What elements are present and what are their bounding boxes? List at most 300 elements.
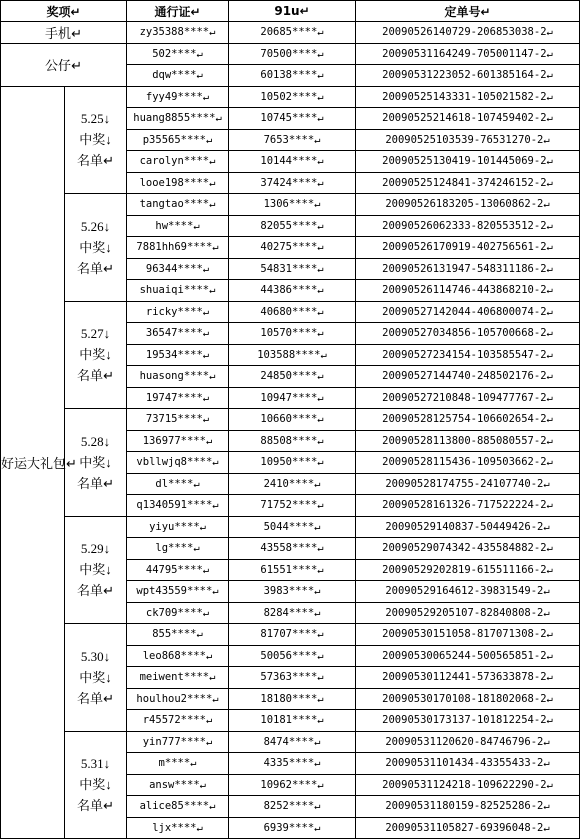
pass-cell: [127, 817, 229, 839]
pass-cell-text: p35565****: [142, 133, 206, 146]
paragraph-mark: ↵: [205, 649, 213, 662]
table-row: [1, 409, 580, 431]
paragraph-mark: ↵: [546, 692, 553, 705]
paragraph-mark: ↵: [314, 585, 321, 598]
paragraph-mark: ↵: [205, 133, 213, 146]
order-cell-text: 20090525130419-101445069-2: [382, 155, 547, 168]
pass-cell-text: answ****: [149, 778, 200, 791]
id91-cell: [229, 387, 356, 409]
paragraph-mark: ↵: [546, 69, 553, 82]
day-label-text: 5.31: [80, 756, 104, 772]
id91-cell-text: 54831****: [260, 262, 318, 275]
day-label-text: 5.26: [80, 218, 104, 234]
line-break-mark: ↵: [103, 475, 114, 491]
paragraph-mark: ↵: [546, 90, 553, 103]
id91-cell-text: 40275****: [260, 241, 318, 254]
line-break-mark: ↵: [103, 368, 114, 384]
paragraph-mark: ↵: [193, 542, 200, 555]
paragraph-mark: ↵: [543, 133, 550, 146]
order-cell: [356, 817, 580, 839]
day-label-line: [65, 108, 126, 129]
pass-cell: [127, 366, 229, 388]
order-cell-text: 20090531101434-43355433-2: [385, 757, 544, 770]
order-cell: [356, 172, 580, 194]
day-label-text: 名单: [77, 475, 104, 491]
id91-cell-text: 10745****: [260, 112, 318, 125]
paragraph-mark: ↵: [317, 628, 324, 641]
paragraph-mark: ↵: [317, 47, 324, 60]
day-label-line: [65, 150, 126, 171]
line-break-mark: ↓: [105, 347, 112, 363]
day-label-text: 中奖: [79, 669, 106, 685]
paragraph-mark: ↵: [212, 499, 219, 512]
paragraph-mark: ↵: [314, 520, 321, 533]
paragraph-mark: ↵: [317, 305, 324, 318]
day-label-line: [65, 237, 126, 258]
order-cell-text: 20090531120620-84746796-2: [385, 735, 544, 748]
day-label: [65, 86, 127, 194]
day-label-line: [65, 323, 126, 344]
pass-cell-text: huang8855****: [133, 112, 216, 125]
paragraph-mark: ↵: [196, 69, 203, 82]
table-row: [1, 86, 580, 108]
order-cell-text: 20090525214618-107459402-2: [382, 112, 547, 125]
day-label-line: [65, 365, 126, 386]
paragraph-mark: ↵: [543, 585, 550, 598]
pass-cell-text: m****: [158, 757, 191, 770]
id91-cell-text: 70500****: [260, 47, 318, 60]
id91-cell: [229, 624, 356, 646]
paragraph-mark: ↵: [317, 563, 324, 576]
award-label: [1, 43, 127, 86]
pass-cell: [127, 258, 229, 280]
pass-cell: [127, 194, 229, 216]
paragraph-mark: ↵: [215, 112, 222, 125]
order-cell-text: 20090531105827-69396048-2: [385, 821, 544, 834]
order-cell-text: 20090529164612-39831549-2: [385, 585, 544, 598]
order-cell: [356, 366, 580, 388]
order-cell-text: 20090526140729-206853038-2: [382, 26, 547, 39]
paragraph-mark: ↵: [317, 692, 324, 705]
day-label-text: 中奖: [79, 239, 106, 255]
paragraph-mark: ↵: [205, 735, 213, 748]
day-label-line: [65, 646, 126, 667]
order-cell-text: 20090530173137-101812254-2: [382, 714, 547, 727]
paragraph-mark: ↵: [212, 692, 219, 705]
pass-cell-text: meiwent****: [139, 671, 210, 684]
order-cell-text: 20090527210848-109477767-2: [382, 391, 547, 404]
pass-cell: [127, 602, 229, 624]
paragraph-mark: ↵: [546, 155, 553, 168]
paragraph-mark: ↵: [543, 520, 550, 533]
pass-cell-text: 136977****: [142, 434, 206, 447]
pass-cell-text: 855****: [152, 628, 197, 641]
id91-cell: [229, 817, 356, 839]
order-cell: [356, 452, 580, 474]
pass-cell: [127, 151, 229, 173]
id91-cell: [229, 516, 356, 538]
paragraph-mark: ↵: [314, 133, 321, 146]
order-cell: [356, 108, 580, 130]
paragraph-mark: ↵: [317, 542, 324, 555]
day-label-text: 5.28: [80, 433, 104, 449]
day-label-line: [65, 580, 126, 601]
paragraph-mark: ↵: [546, 649, 553, 662]
order-cell-text: 20090529140837-50449426-2: [385, 520, 544, 533]
day-label-line: [65, 667, 126, 688]
pass-cell: [127, 624, 229, 646]
paragraph-mark: ↵: [317, 69, 324, 82]
paragraph-mark: ↵: [202, 90, 210, 103]
day-label-text: 中奖: [79, 777, 106, 793]
id91-cell: [229, 409, 356, 431]
order-cell: [356, 194, 580, 216]
paragraph-mark: ↵: [314, 757, 321, 770]
id91-cell-text: 103588****: [257, 348, 321, 361]
paragraph-mark: ↵: [314, 800, 321, 813]
paragraph-mark: ↵: [317, 90, 324, 103]
paragraph-mark: ↵: [546, 370, 553, 383]
paragraph-mark: ↵: [196, 628, 203, 641]
pass-cell-text: 19747****: [145, 391, 203, 404]
pass-cell: [127, 172, 229, 194]
order-cell-text: 20090529202819-615511166-2: [382, 563, 547, 576]
pass-cell-text: 73715****: [145, 413, 203, 426]
line-break-mark: ↵: [103, 690, 114, 706]
id91-cell: [229, 344, 356, 366]
day-label-text: 中奖: [79, 132, 106, 148]
paragraph-mark: ↵: [546, 284, 553, 297]
id91-cell: [229, 258, 356, 280]
order-cell-text: 20090526131947-548311186-2: [382, 262, 547, 275]
id91-cell: [229, 473, 356, 495]
id91-cell-text: 8252****: [263, 800, 315, 813]
paragraph-mark: ↵: [546, 47, 553, 60]
id91-cell: [229, 301, 356, 323]
paragraph-mark: ↵: [317, 155, 324, 168]
paragraph-mark: ↵: [209, 26, 216, 39]
paragraph-mark: ↵: [212, 585, 219, 598]
order-cell-text: 20090527144740-248502176-2: [382, 370, 547, 383]
paragraph-mark: ↵: [71, 58, 82, 73]
id91-cell: [229, 796, 356, 818]
pass-cell: [127, 645, 229, 667]
pass-cell-text: huasong****: [139, 370, 210, 383]
paragraph-mark: ↵: [196, 821, 203, 834]
paragraph-mark: ↵: [317, 671, 324, 684]
id91-cell: [229, 129, 356, 151]
id91-cell: [229, 194, 356, 216]
paragraph-mark: ↵: [546, 671, 553, 684]
id91-cell: [229, 452, 356, 474]
paragraph-mark: ↵: [546, 262, 553, 275]
paragraph-mark: ↵: [543, 821, 550, 834]
pass-cell-text: lg****: [155, 542, 194, 555]
id91-cell-text: 18180****: [260, 692, 318, 705]
paragraph-mark: ↵: [199, 778, 206, 791]
pass-cell: [127, 301, 229, 323]
pass-cell: [127, 581, 229, 603]
order-cell: [356, 129, 580, 151]
paragraph-mark: ↵: [209, 176, 216, 189]
header-award: 奖项↵: [1, 1, 127, 22]
line-break-mark: ↵: [103, 798, 114, 814]
id91-cell: [229, 581, 356, 603]
day-label-line: [65, 688, 126, 709]
pass-cell: [127, 409, 229, 431]
pass-cell: [127, 516, 229, 538]
order-cell: [356, 796, 580, 818]
pass-cell: [127, 667, 229, 689]
paragraph-mark: ↵: [546, 778, 553, 791]
order-cell: [356, 645, 580, 667]
id91-cell: [229, 559, 356, 581]
award-label: [1, 86, 77, 839]
order-cell: [356, 65, 580, 87]
pass-cell-text: dqw****: [152, 69, 197, 82]
order-cell: [356, 774, 580, 796]
pass-cell: [127, 710, 229, 732]
day-label-text: 5.30: [80, 648, 104, 664]
pass-cell: [127, 452, 229, 474]
order-cell: [356, 409, 580, 431]
order-cell: [356, 86, 580, 108]
paragraph-mark: ↵: [199, 520, 206, 533]
id91-cell-text: 10502****: [260, 90, 318, 103]
header-row: [1, 1, 580, 22]
pass-cell-text: houlhou2****: [136, 692, 213, 705]
pass-cell: [127, 43, 229, 65]
order-cell: [356, 151, 580, 173]
order-cell-text: 20090530170108-181802068-2: [382, 692, 547, 705]
paragraph-mark: ↵: [546, 413, 553, 426]
id91-cell-text: 10570****: [260, 327, 318, 340]
paragraph-mark: ↵: [546, 241, 553, 254]
pass-cell-text: dl****: [155, 477, 194, 490]
paragraph-mark: ↵: [202, 563, 210, 576]
id91-cell-text: 82055****: [260, 219, 318, 232]
line-break-mark: ↓: [103, 111, 111, 127]
day-label: [65, 516, 127, 624]
id91-cell: [229, 215, 356, 237]
pass-cell: [127, 796, 229, 818]
pass-cell-text: ricky****: [145, 305, 203, 318]
paragraph-mark: ↵: [320, 348, 327, 361]
day-label-line: [65, 753, 126, 774]
order-cell: [356, 710, 580, 732]
line-break-mark: ↓: [103, 648, 111, 664]
pass-cell-text: carolyn****: [139, 155, 210, 168]
order-cell: [356, 495, 580, 517]
id91-cell-text: 10962****: [260, 778, 318, 791]
pass-cell: [127, 731, 229, 753]
paragraph-mark: ↵: [202, 413, 210, 426]
pass-cell: [127, 280, 229, 302]
pass-cell-text: vbllwjq8****: [136, 456, 213, 469]
paragraph-mark: ↵: [546, 26, 553, 39]
paragraph-mark: ↵: [317, 262, 324, 275]
paragraph-mark: ↵: [546, 112, 553, 125]
paragraph-mark: ↵: [543, 198, 550, 211]
table-row: [1, 516, 580, 538]
id91-cell: [229, 237, 356, 259]
id91-cell: [229, 86, 356, 108]
day-label-text: 中奖: [79, 562, 106, 578]
day-label-line: [65, 538, 126, 559]
order-cell: [356, 602, 580, 624]
order-cell: [356, 516, 580, 538]
pass-cell-text: tangtao****: [139, 198, 210, 211]
day-label-line: [65, 795, 126, 816]
pass-cell: [127, 86, 229, 108]
paragraph-mark: ↵: [317, 391, 324, 404]
id91-cell-text: 4335****: [263, 757, 315, 770]
paragraph-mark: ↵: [190, 757, 197, 770]
id91-cell: [229, 430, 356, 452]
day-label-text: 中奖: [79, 347, 106, 363]
paragraph-mark: ↵: [212, 241, 219, 254]
line-break-mark: ↓: [105, 132, 112, 148]
paragraph-mark: ↵: [209, 800, 216, 813]
id91-cell: [229, 667, 356, 689]
order-cell: [356, 258, 580, 280]
paragraph-mark: ↵: [317, 176, 324, 189]
order-cell-text: 20090525103539-76531270-2: [385, 133, 544, 146]
paragraph-mark: ↵: [317, 456, 324, 469]
paragraph-mark: ↵: [314, 735, 321, 748]
order-cell-text: 20090528174755-24107740-2: [385, 477, 544, 490]
paragraph-mark: ↵: [202, 262, 210, 275]
paragraph-mark: ↵: [317, 241, 324, 254]
pass-cell: [127, 774, 229, 796]
id91-cell-text: 60138****: [260, 69, 318, 82]
pass-cell-text: shuaiqi****: [139, 284, 210, 297]
paragraph-mark: ↵: [209, 284, 216, 297]
day-label-line: [65, 258, 126, 279]
paragraph-mark: ↵: [202, 606, 210, 619]
pass-cell: [127, 237, 229, 259]
order-cell: [356, 323, 580, 345]
id91-cell-text: 88508****: [260, 434, 318, 447]
paragraph-mark: ↵: [209, 198, 216, 211]
paragraph-mark: ↵: [202, 348, 210, 361]
order-cell: [356, 667, 580, 689]
pass-cell-text: 44795****: [145, 563, 203, 576]
order-cell-text: 20090528113800-885080557-2: [382, 434, 547, 447]
paragraph-mark: ↵: [314, 606, 321, 619]
paragraph-mark: ↵: [546, 499, 553, 512]
order-cell: [356, 473, 580, 495]
paragraph-mark: ↵: [317, 284, 324, 297]
pass-cell: [127, 22, 229, 44]
id91-cell-text: 7653****: [263, 133, 315, 146]
id91-cell-text: 10660****: [260, 413, 318, 426]
id91-cell: [229, 43, 356, 65]
day-label: [65, 194, 127, 302]
day-label: [65, 731, 127, 839]
line-break-mark: ↓: [103, 433, 111, 449]
paragraph-mark: ↵: [543, 800, 550, 813]
pass-cell-text: looe198****: [139, 176, 210, 189]
paragraph-mark: ↵: [546, 542, 553, 555]
id91-cell-text: 10947****: [260, 391, 318, 404]
order-cell-text: 20090527142044-406800074-2: [382, 305, 547, 318]
order-cell: [356, 559, 580, 581]
order-cell: [356, 624, 580, 646]
paragraph-mark: ↵: [546, 434, 553, 447]
day-label-line: [65, 129, 126, 150]
id91-cell-text: 71752****: [260, 499, 318, 512]
paragraph-mark: ↵: [317, 714, 324, 727]
paragraph-mark: ↵: [317, 778, 324, 791]
pass-cell-text: 502****: [152, 47, 197, 60]
paragraph-mark: ↵: [66, 455, 77, 471]
id91-cell-text: 61551****: [260, 563, 318, 576]
id91-cell-text: 10181****: [260, 714, 318, 727]
id91-cell: [229, 753, 356, 775]
paragraph-mark: ↵: [202, 327, 210, 340]
pass-cell: [127, 323, 229, 345]
paragraph-mark: ↵: [202, 305, 210, 318]
id91-cell: [229, 280, 356, 302]
id91-cell-text: 8284****: [263, 606, 315, 619]
order-cell-text: 20090526170919-402756561-2: [382, 241, 547, 254]
paragraph-mark: ↵: [546, 628, 553, 641]
paragraph-mark: ↵: [317, 649, 324, 662]
table-row: [1, 194, 580, 216]
order-cell-text: 20090526114746-443868210-2: [382, 284, 547, 297]
paragraph-mark: ↵: [205, 714, 213, 727]
id91-cell-text: 10144****: [260, 155, 318, 168]
pass-cell-text: 96344****: [145, 262, 203, 275]
id91-cell: [229, 710, 356, 732]
id91-cell-text: 24850****: [260, 370, 318, 383]
header-pass: 通行证↵: [127, 1, 229, 22]
order-cell-text: 20090526183205-13060862-2: [385, 198, 544, 211]
table-body: [1, 22, 580, 839]
order-cell-text: 20090526062333-820553512-2: [382, 219, 547, 232]
paragraph-mark: ↵: [546, 348, 553, 361]
id91-cell-text: 5044****: [263, 520, 315, 533]
pass-cell: [127, 495, 229, 517]
pass-cell-text: ck709****: [145, 606, 203, 619]
day-label: [65, 624, 127, 732]
order-cell-text: 20090531124218-109622290-2: [382, 778, 547, 791]
paragraph-mark: ↵: [71, 25, 82, 41]
paragraph-mark: ↵: [193, 477, 200, 490]
day-label-line: [65, 774, 126, 795]
order-cell: [356, 344, 580, 366]
order-cell-text: 20090528115436-109503662-2: [382, 456, 547, 469]
order-cell: [356, 43, 580, 65]
paragraph-mark: ↵: [546, 219, 553, 232]
pass-cell-text: ljx****: [152, 821, 197, 834]
order-cell: [356, 280, 580, 302]
paragraph-mark: ↵: [193, 219, 200, 232]
pass-cell-text: 19534****: [145, 348, 203, 361]
day-label-line: [65, 559, 126, 580]
id91-cell-text: 3983****: [263, 585, 315, 598]
order-cell: [356, 731, 580, 753]
id91-cell: [229, 774, 356, 796]
paragraph-mark: ↵: [546, 327, 553, 340]
paragraph-mark: ↵: [314, 821, 321, 834]
paragraph-mark: ↵: [202, 391, 210, 404]
pass-cell: [127, 688, 229, 710]
pass-cell: [127, 387, 229, 409]
id91-cell: [229, 495, 356, 517]
id91-cell: [229, 645, 356, 667]
